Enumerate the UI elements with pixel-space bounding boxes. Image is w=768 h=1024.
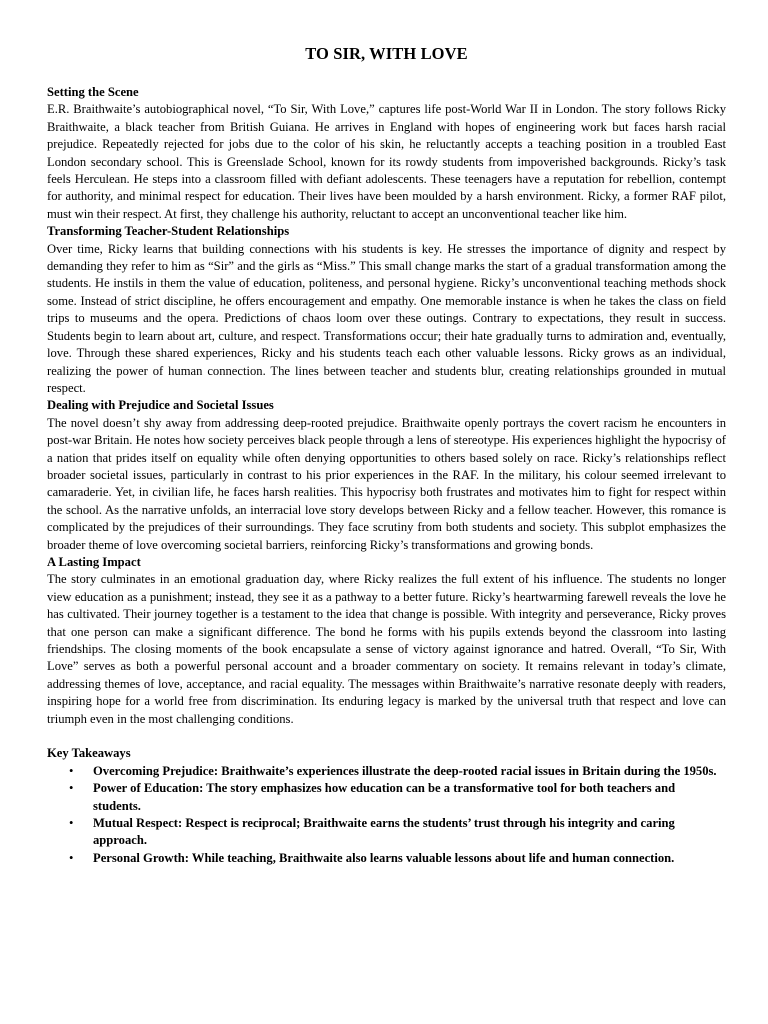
- document-page: [47, 44, 726, 867]
- section-lasting-impact: [47, 554, 726, 728]
- list-item: [47, 850, 726, 867]
- document-title: TO SIR, WITH LOVE: [305, 44, 468, 63]
- section-heading: Dealing with Prejudice and Societal Issues: [47, 398, 274, 413]
- section-setting-the-scene: [47, 84, 726, 223]
- section-teacher-student-relationships: [47, 223, 726, 397]
- takeaway-text: Overcoming Prejudice: Braithwaite’s experiences illustrate the deep-rooted racial issues in Britain during the 1950s.: [93, 763, 717, 778]
- list-item: [47, 763, 726, 780]
- section-paragraph: E.R. Braithwaite’s autobiographical novel, “To Sir, With Love,” captures life post-World War II in London. The story follows Ricky Braithwaite, a black teacher from British Guiana. He arrives in England with hopes of engineering work but faces harsh racial prejudice. Repeatedly rejected for jobs due to the color of his skin, he reluctantly accepts a teaching position in a troubled East London secondary school. This is Greenslade School, known for its rowdy students from impoverished backgrounds. Ricky’s task feels Herculean. He steps into a classroom filled with defiant adolescents. These teenagers have a reputation for rebellion, contempt for authority, and minimal respect for education. Their lives have been moulded by a harsh environment. Ricky, a former RAF pilot, must win their respect. At first, they challenge his authority, reluctant to accept an unconventional teacher like him.: [47, 102, 726, 221]
- section-heading: Setting the Scene: [47, 85, 139, 99]
- takeaway-text: Mutual Respect: Respect is reciprocal; Braithwaite earns the students’ trust through his integrity and caring approach.: [93, 816, 675, 848]
- takeaway-text: Power of Education: The story emphasizes how education can be a transformative tool for both teachers and students.: [93, 781, 676, 813]
- section-paragraph: The story culminates in an emotional graduation day, where Ricky realizes the full extent of his influence. The students no longer view education as a punishment; instead, they see it as a pathway to a better future. Ricky’s heartwarming farewell reveals the love he has cultivated. Their journey together is a testament to the idea that change is possible. With integrity and perseverance, Ricky proves that one person can make a significant difference. The bond he forms with his pupils extends beyond the classroom into lasting friendships. The closing moments of the book encapsulate a sense of victory against ignorance and hatred. Overall, “To Sir, With Love” serves as both a powerful personal account and a broader commentary on society. It remains relevant in today’s climate, addressing themes of love, acceptance, and racial equality. The messages within Braithwaite’s narrative resonate deeply with readers, inspiring hope for a world free from discrimination. Its enduring legacy is marked by the universal truth that respect and love can triumph even in the most challenging conditions.: [47, 572, 726, 726]
- bullet-icon: •: [69, 850, 74, 865]
- section-paragraph: Over time, Ricky learns that building connections with his students is key. He stresses the importance of dignity and respect by demanding they refer to him as “Sir” and the girls as “Miss.” This small change marks the start of a gradual transformation among the students. He instils in them the value of education, politeness, and personal hygiene. Ricky’s unconventional teaching methods shock some. Instead of strict discipline, he offers encouragement and empathy. One memorable instance is when he takes the class on field trips to museums and the opera. Predictions of chaos loom over these outings. Contrary to expectations, they result in success. Students begin to learn about art, culture, and respect. Transformations occur; their hate gradually turns to admiration and, eventually, love. Through these shared experiences, Ricky and his students teach each other valuable lessons. Ricky grows as an individual, realizing the power of human connection. The lines between teacher and students blur, creating relationships grounded in mutual respect.: [47, 241, 726, 395]
- takeaway-text: Personal Growth: While teaching, Braithwaite also learns valuable lessons about life and human connection.: [93, 850, 675, 865]
- takeaways-heading: Key Takeaways: [47, 746, 131, 761]
- bullet-icon: •: [69, 816, 74, 831]
- section-heading: Transforming Teacher-Student Relationships: [47, 224, 290, 239]
- section-heading: A Lasting Impact: [47, 554, 141, 569]
- key-takeaways: [47, 745, 726, 867]
- bullet-icon: •: [69, 781, 74, 796]
- list-item: [47, 815, 726, 850]
- blank-line: [47, 728, 726, 745]
- bullet-icon: •: [69, 763, 74, 778]
- list-item: [47, 780, 726, 815]
- takeaways-list: [47, 763, 726, 867]
- section-paragraph: The novel doesn’t shy away from addressing deep-rooted prejudice. Braithwaite openly portrays the covert racism he encounters in post-war Britain. He notes how society perceives black people through a lens of stereotype. His experiences highlight the hypocrisy of a nation that prides itself on equality while often denying opportunities to others based solely on race. Ricky’s relationships reflect broader societal issues, particularly in contrast to his prior experiences in the RAF. In the military, his colour seemed irrelevant to camaraderie. Yet, in civilian life, he faces harsh realities. This hypocrisy both frustrates and motivates him to fight for respect within the school. As the narrative unfolds, an interracial love story develops between Ricky and a fellow teacher. However, this romance is complicated by the prejudices of their surroundings. They face scrutiny from both students and society. This subplot emphasizes the broader theme of love overcoming societal barriers, reinforcing Ricky’s transformations and growing bonds.: [47, 415, 726, 552]
- section-prejudice-societal-issues: [47, 397, 726, 554]
